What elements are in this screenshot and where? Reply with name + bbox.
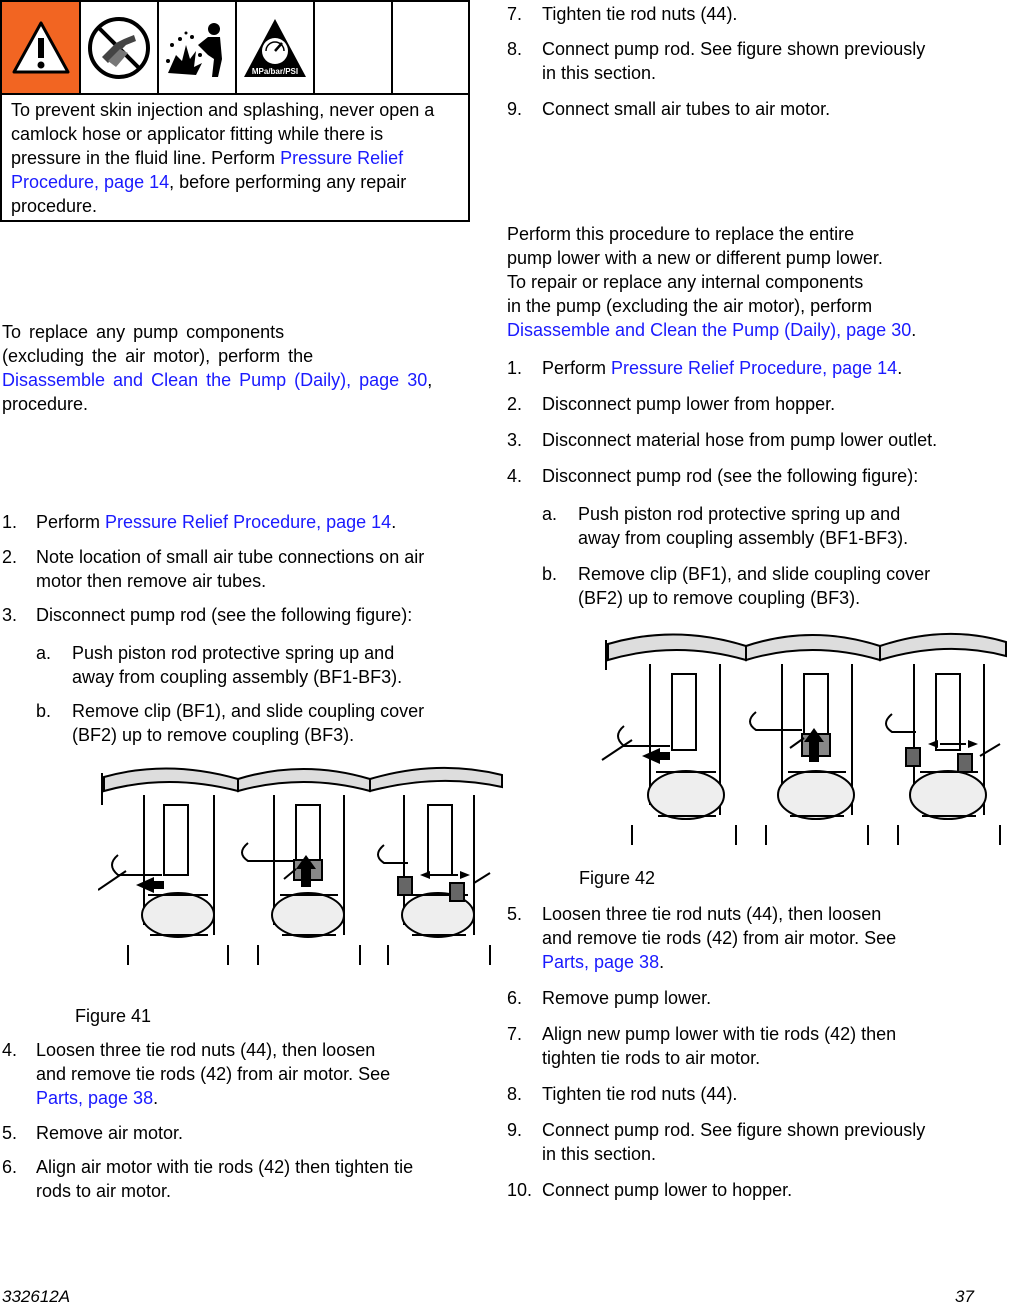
splash-hazard-icon [159,2,237,93]
warning-triangle-icon [2,2,81,93]
parts-link[interactable]: Parts, page 38 [36,1088,154,1108]
warning-text: To prevent skin injection and splashing, never open a camlock hose or applicator fitting while there is pressure in the fluid line. Perform Pressure Relief Procedure, page 14, before performing any repair procedure. [11,100,435,216]
parts-link[interactable]: Parts, page 38 [542,952,660,972]
pressure-relief-link[interactable]: Pressure Relief Procedure, page 14 [611,358,898,378]
disassemble-link[interactable]: Disassemble and Clean the Pump (Daily), page 30 [2,370,428,390]
gauge-label: MPa/bar/PSI [251,66,299,76]
page-number: 37 [955,1287,974,1306]
warning-box [0,0,470,222]
pressure-relief-link[interactable]: Pressure Relief Procedure, page 14 [11,148,404,192]
warning-icon-row [2,2,468,95]
disassemble-link[interactable]: Disassemble and Clean the Pump (Daily), page 30 [507,320,912,340]
empty-icon-cell [393,2,468,93]
right-intro-paragraph: Perform this procedure to replace the entire pump lower with a new or different pump lower. To repair or replace any internal components in the pump (excluding the air motor), perform Disassemble and Clean the Pump (Daily), page 30. [507,224,917,340]
pressure-gauge-icon [237,2,315,93]
document-number: 332612A [2,1287,71,1306]
figure-41-illustration [98,765,504,976]
figure-42-caption: Figure 42 [579,868,656,888]
no-hand-on-gun-icon [81,2,159,93]
figure-41-caption: Figure 41 [75,1006,152,1026]
pressure-relief-link[interactable]: Pressure Relief Procedure, page 14 [105,512,392,532]
figure-42-illustration [600,630,1008,856]
empty-icon-cell [315,2,393,93]
left-intro-paragraph: To replace any pump components (excluding the air motor), perform the Disassemble and Clean the Pump (Daily), page 30, procedure. [2,322,433,414]
